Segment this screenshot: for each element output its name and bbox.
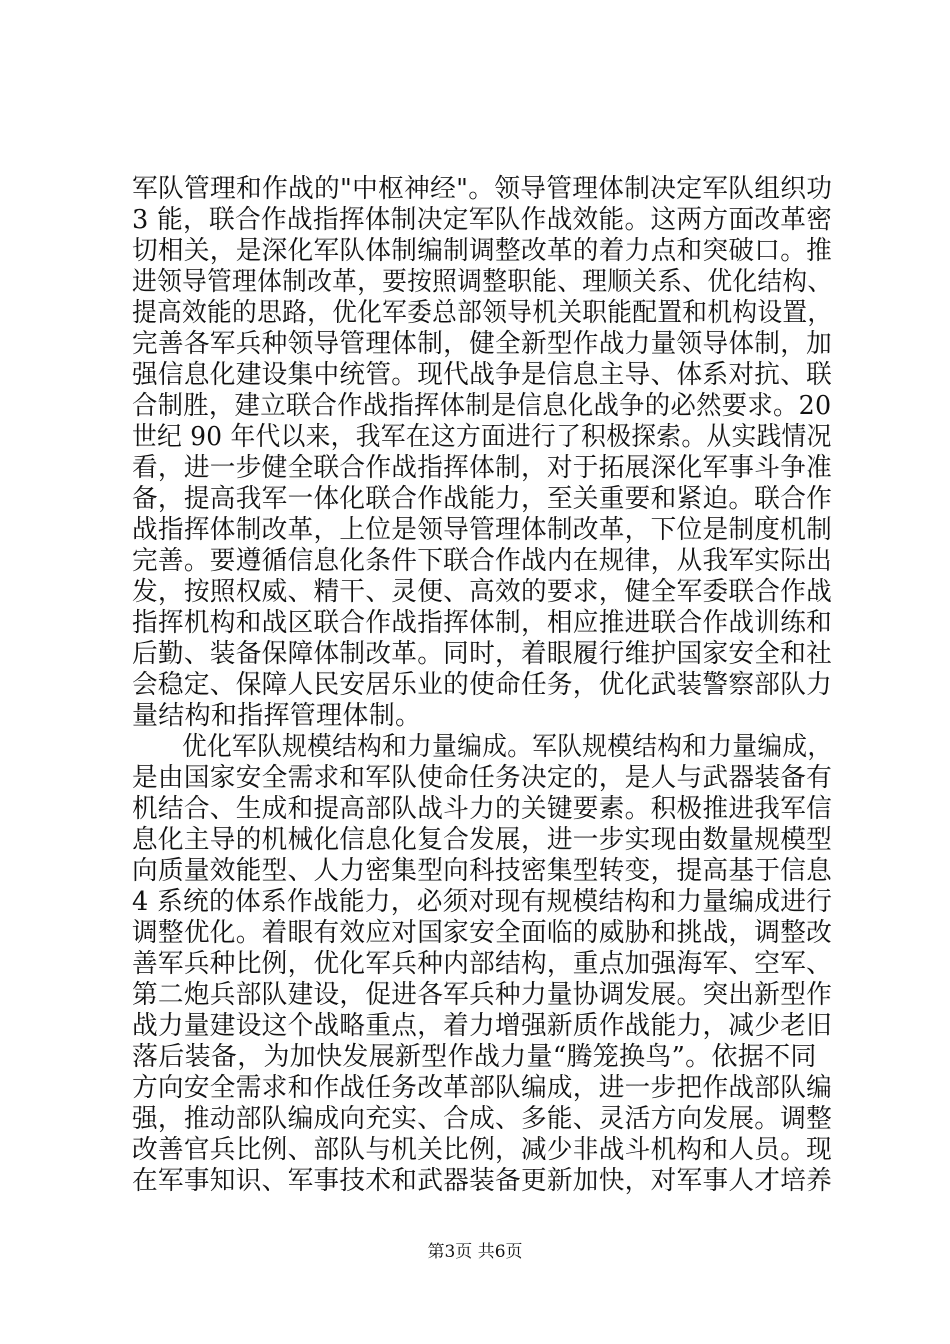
text-line: 机结合、生成和提高部队战斗力的关键要素。积极推进我军信	[132, 794, 833, 824]
text-line: 落后装备，为加快发展新型作战力量“腾笼换鸟”。依据不同	[132, 1042, 817, 1072]
text-line: 改善官兵比例、部队与机关比例，减少非战斗机构和人员。现	[132, 1135, 833, 1165]
text-line: 切相关，是深化军队体制编制调整改革的着力点和突破口。推	[132, 236, 833, 266]
text-line: 完善。要遵循信息化条件下联合作战内在规律，从我军实际出	[132, 546, 833, 576]
text-line: 强，推动部队编成向充实、合成、多能、灵活方向发展。调整	[132, 1104, 833, 1134]
text-line: 备，提高我军一体化联合作战能力，至关重要和紧迫。联合作	[132, 484, 833, 514]
text-line: 调整优化。着眼有效应对国家安全面临的威胁和挑战，调整改	[132, 918, 833, 948]
text-line: 是由国家安全需求和军队使命任务决定的，是人与武器装备有	[132, 763, 833, 793]
text-line: 世纪 90 年代以来，我军在这方面进行了积极探索。从实践情况	[132, 422, 832, 452]
page-footer: 第3页 共6页	[427, 1242, 523, 1262]
text-line: 量结构和指挥管理体制。	[132, 701, 422, 731]
text-line: 优化军队规模结构和力量编成。军队规模结构和力量编成，	[132, 732, 833, 762]
text-line: 完善各军兵种领导管理体制，健全新型作战力量领导体制，加	[132, 329, 833, 359]
body-text	[132, 174, 832, 1197]
text-line: 看，进一步健全联合作战指挥体制，对于拓展深化军事斗争准	[132, 453, 833, 483]
text-line: 3 能，联合作战指挥体制决定军队作战效能。这两方面改革密	[132, 205, 833, 235]
text-line: 后勤、装备保障体制改革。同时，着眼履行维护国家安全和社	[132, 639, 833, 669]
text-line: 进领导管理体制改革，要按照调整职能、理顺关系、优化结构、	[132, 267, 833, 297]
text-line: 会稳定、保障人民安居乐业的使命任务，优化武装警察部队力	[132, 670, 833, 700]
text-line: 提高效能的思路，优化军委总部领导机关职能配置和机构设置，	[132, 298, 833, 328]
text-line: 善军兵种比例，优化军兵种内部结构，重点加强海军、空军、	[132, 949, 833, 979]
text-line: 强信息化建设集中统管。现代战争是信息主导、体系对抗、联	[132, 360, 833, 390]
text-line: 军队管理和作战的"中枢神经"。领导管理体制决定军队组织功	[132, 174, 833, 204]
text-line: 指挥机构和战区联合作战指挥体制，相应推进联合作战训练和	[132, 608, 833, 638]
text-line: 战指挥体制改革，上位是领导管理体制改革，下位是制度机制	[132, 515, 833, 545]
text-line: 方向安全需求和作战任务改革部队编成，进一步把作战部队编	[132, 1073, 833, 1103]
text-line: 第二炮兵部队建设，促进各军兵种力量协调发展。突出新型作	[132, 980, 833, 1010]
text-line: 发，按照权威、精干、灵便、高效的要求，健全军委联合作战	[132, 577, 833, 607]
text-line: 合制胜，建立联合作战指挥体制是信息化战争的必然要求。20	[132, 391, 832, 421]
text-line: 息化主导的机械化信息化复合发展，进一步实现由数量规模型	[132, 825, 833, 855]
text-line: 4 系统的体系作战能力，必须对现有规模结构和力量编成进行	[132, 887, 833, 917]
text-line: 战力量建设这个战略重点，着力增强新质作战能力，减少老旧	[132, 1011, 833, 1041]
text-line: 在军事知识、军事技术和武器装备更新加快，对军事人才培养	[132, 1166, 833, 1196]
text-line: 向质量效能型、人力密集型向科技密集型转变，提高基于信息	[132, 856, 833, 886]
